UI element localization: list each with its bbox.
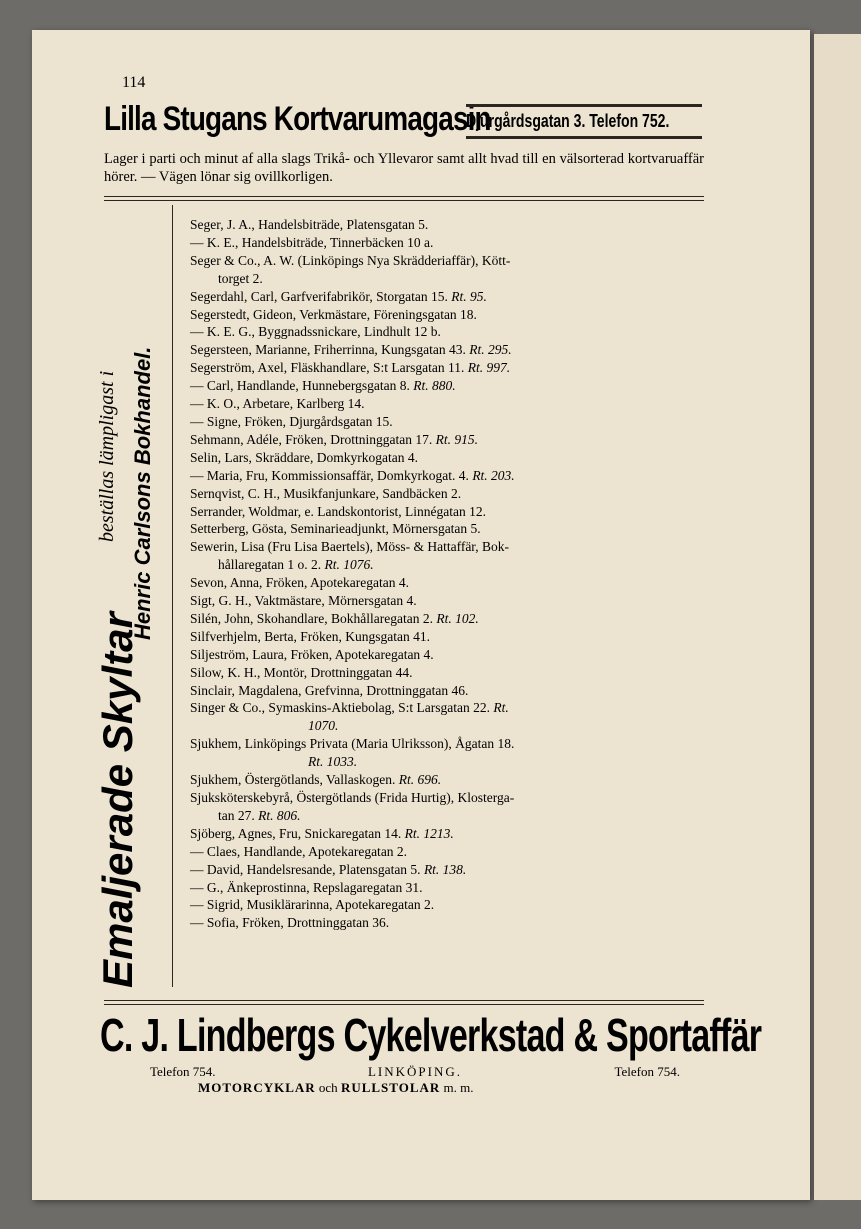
entry-text: Singer & Co., Symaskins-Aktiebolag, S:t Larsgatan 22.: [190, 700, 490, 716]
entry-text: Segerström, Axel, Fläskhandlare, S:t Larsgatan 11.: [190, 360, 465, 376]
entry-phone: Rt. 1033.: [308, 754, 358, 770]
entry-text: — K. E. G., Byggnadssnickare, Lindhult 12 b.: [190, 324, 441, 340]
footer-product-1: MOTORCYKLAR: [198, 1080, 316, 1095]
page-number: 114: [122, 74, 146, 91]
footer-tel-left: Telefon 754.: [150, 1064, 216, 1079]
entry-text: — Maria, Fru, Kommissionsaffär, Domkyrkogat. 4.: [190, 467, 469, 483]
side-ad-small: beställas lämpligast i: [96, 370, 118, 542]
entry-text: Sewerin, Lisa (Fru Lisa Baertels), Möss- & Hattaffär, Bok-: [190, 539, 510, 555]
entry-phone: 1070.: [308, 718, 339, 734]
entry-text: Segerstedt, Gideon, Verkmästare, Föreningsgatan 18.: [190, 306, 477, 322]
footer-contact-line: [150, 1064, 680, 1080]
entry-text: Sigt, G. H., Vaktmästare, Mörnersgatan 4.: [190, 593, 417, 609]
list-item: [190, 503, 705, 521]
list-item: [190, 825, 705, 843]
list-item: [190, 216, 705, 234]
entry-text: Serrander, Woldmar, e. Landskontorist, Linnégatan 12.: [190, 503, 487, 519]
list-item: [190, 520, 705, 538]
entry-text: Sjöberg, Agnes, Fru, Snickaregatan 14.: [190, 825, 402, 841]
list-item: [190, 699, 705, 717]
list-item: [190, 861, 705, 879]
list-item: [190, 610, 705, 628]
list-item: [190, 735, 705, 753]
list-item: [190, 252, 705, 270]
footer-tail: m. m.: [443, 1080, 474, 1095]
list-item: [190, 789, 705, 807]
divider: [104, 200, 704, 201]
list-item: [190, 753, 705, 771]
list-item: [190, 646, 705, 664]
entry-text: hållaregatan 1 o. 2.: [218, 557, 322, 573]
column-divider: [172, 205, 173, 987]
list-item: [190, 270, 705, 288]
footer-product-2: RULLSTOLAR: [340, 1080, 441, 1095]
list-item: [190, 485, 705, 503]
list-item: [190, 359, 705, 377]
directory-entries: [190, 216, 705, 932]
footer-tel-right: Telefon 754.: [614, 1064, 680, 1079]
entry-text: Sjukhem, Östergötlands, Vallaskogen.: [190, 772, 396, 788]
entry-text: Silén, John, Skohandlare, Bokhållaregatan 2.: [190, 610, 433, 626]
next-page-edge: [812, 34, 861, 1200]
list-item: [190, 449, 705, 467]
entry-text: — K. E., Handelsbiträde, Tinnerbäcken 10 a.: [190, 234, 434, 250]
list-item: [190, 682, 705, 700]
entry-text: — G., Änkeprostinna, Repslagaregatan 31.: [190, 879, 423, 895]
list-item: [190, 377, 705, 395]
entry-text: Seger & Co., A. W. (Linköpings Nya Skrädderiaffär), Kött-: [190, 252, 511, 268]
list-item: [190, 879, 705, 897]
footer-city: LINKÖPING.: [367, 1064, 463, 1079]
list-item: [190, 467, 705, 485]
entry-text: — David, Handelsresande, Platensgatan 5.: [190, 861, 421, 877]
list-item: [190, 538, 705, 556]
entry-phone: Rt. 138.: [423, 861, 467, 877]
list-item: [190, 395, 705, 413]
entry-phone: Rt. 696.: [398, 772, 442, 788]
entry-text: Sjukhem, Linköpings Privata (Maria Ulriksson), Ågatan 18.: [190, 736, 515, 752]
list-item: [190, 628, 705, 646]
divider: [104, 196, 704, 197]
list-item: [190, 413, 705, 431]
header-ad-title: Lilla Stugans Kortvarumagasin: [104, 100, 491, 138]
list-item: [190, 574, 705, 592]
list-item: [190, 664, 705, 682]
entry-text: tan 27.: [218, 807, 255, 823]
entry-text: — Sofia, Fröken, Drottninggatan 36.: [190, 915, 390, 931]
entry-phone: Rt. 1213.: [404, 825, 454, 841]
entry-text: Segersteen, Marianne, Friherrinna, Kungsgatan 43.: [190, 342, 466, 358]
entry-text: Silfverhjelm, Berta, Fröken, Kungsgatan 41.: [190, 628, 430, 644]
entry-text: — Claes, Handlande, Apotekaregatan 2.: [190, 843, 408, 859]
entry-text: Sevon, Anna, Fröken, Apotekaregatan 4.: [190, 575, 409, 591]
entry-text: Setterberg, Gösta, Seminarieadjunkt, Mörnersgatan 5.: [190, 521, 481, 537]
entry-text: Sehmann, Adéle, Fröken, Drottninggatan 17.: [190, 431, 433, 447]
entry-phone: Rt. 880.: [413, 378, 456, 394]
entry-text: Seger, J. A., Handelsbiträde, Platensgatan 5.: [190, 217, 429, 232]
entry-text: Silow, K. H., Montör, Drottninggatan 44.: [190, 664, 413, 680]
entry-phone: Rt. 295.: [469, 342, 512, 358]
list-item: [190, 341, 705, 359]
divider: [104, 1004, 704, 1005]
entry-text: Sernqvist, C. H., Musikfanjunkare, Sandbäcken 2.: [190, 485, 462, 501]
list-item: [190, 323, 705, 341]
entry-text: Sjuksköterskebyrå, Östergötlands (Frida Hurtig), Klosterga-: [190, 790, 515, 805]
list-item: [190, 592, 705, 610]
entry-text: Siljeström, Laura, Fröken, Apotekaregatan 4.: [190, 646, 434, 662]
side-ad-main: Emaljerade Skyltar: [94, 612, 141, 988]
list-item: [190, 914, 705, 932]
entry-text: torget 2.: [218, 270, 263, 286]
entry-phone: Rt. 102.: [436, 610, 479, 626]
entry-phone: Rt. 95.: [451, 288, 487, 304]
entry-text: — Carl, Handlande, Hunnebergsgatan 8.: [190, 378, 410, 394]
list-item: [190, 771, 705, 789]
entry-phone: Rt. 806.: [258, 807, 301, 823]
footer-and: och: [318, 1080, 338, 1095]
list-item: [190, 717, 705, 735]
entry-phone: Rt. 997.: [467, 360, 511, 376]
entry-text: — K. O., Arbetare, Karlberg 14.: [190, 396, 365, 412]
header-ad-address: Djurgårdsgatan 3. Telefon 752.: [466, 111, 670, 131]
entry-text: Selin, Lars, Skräddare, Domkyrkogatan 4.: [190, 449, 418, 465]
footer-ad-title: C. J. Lindbergs Cykelverkstad & Sportaffär: [100, 1009, 762, 1061]
header-ad-description: Lager i parti och minut af alla slags Trikå- och Yllevaror samt allt hvad till en välsorterad kortvaruaffär hörer. — Vägen lönar sig ovillkorligen.: [104, 151, 704, 185]
list-item: [190, 431, 705, 449]
list-item: [190, 288, 705, 306]
header-ad-address-box: [466, 104, 702, 139]
list-item: [190, 843, 705, 861]
entry-phone: Rt. 203.: [472, 467, 515, 483]
divider: [104, 1000, 704, 1001]
list-item: [190, 896, 705, 914]
list-item: [190, 306, 705, 324]
entry-phone: Rt. 915.: [435, 431, 478, 447]
entry-text: Segerdahl, Carl, Garfverifabrikör, Storgatan 15.: [190, 288, 448, 304]
entry-text: — Signe, Fröken, Djurgårdsgatan 15.: [190, 413, 393, 429]
list-item: [190, 556, 705, 574]
entry-text: Sinclair, Magdalena, Grefvinna, Drottninggatan 46.: [190, 682, 469, 698]
list-item: [190, 807, 705, 825]
entry-text: — Sigrid, Musiklärarinna, Apotekaregatan 2.: [190, 897, 435, 913]
list-item: [190, 234, 705, 252]
entry-phone: Rt.: [493, 700, 509, 716]
footer-products-line: [198, 1080, 648, 1096]
entry-phone: Rt. 1076.: [324, 557, 374, 573]
side-ad-bookshop: Henric Carlsons Bokhandel.: [130, 346, 155, 640]
